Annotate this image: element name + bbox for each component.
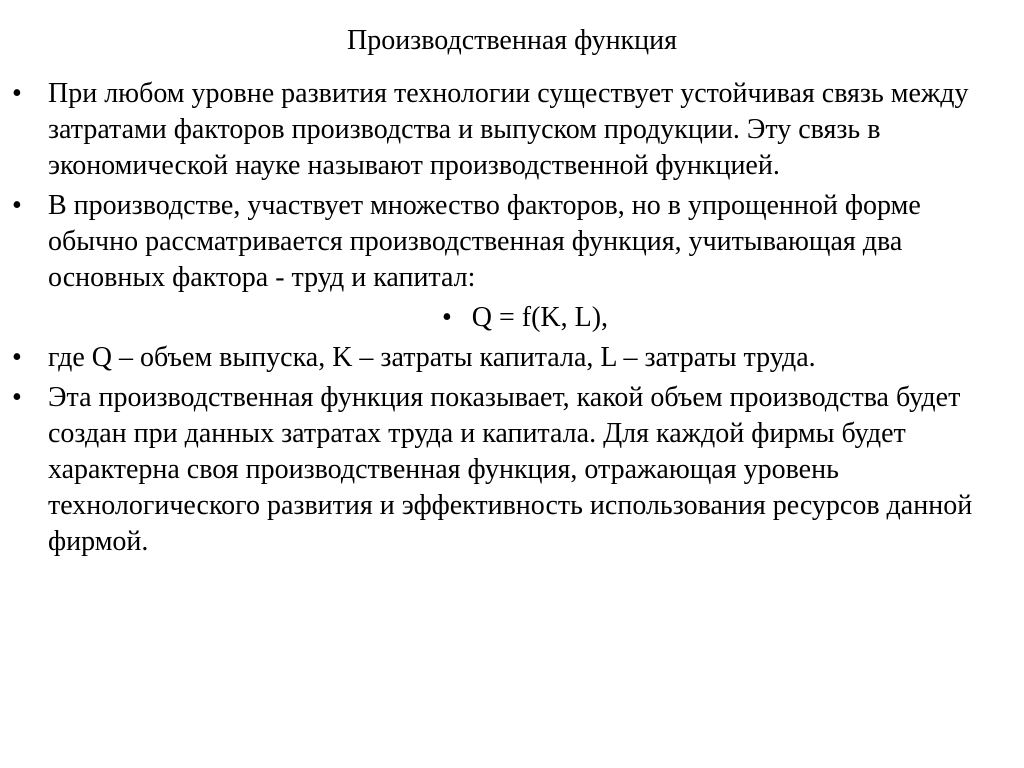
bullet-text: где Q – объем выпуска, K – затраты капитала, L – затраты труда. — [48, 342, 816, 373]
bullet-item — [12, 340, 1002, 376]
bullet-marker: • — [12, 78, 22, 109]
formula-item — [12, 300, 1002, 336]
slide-title: Производственная функция — [346, 25, 678, 56]
bullet-marker: • — [441, 302, 452, 333]
bullet-marker: • — [12, 382, 22, 413]
bullet-list — [12, 76, 1002, 564]
bullet-text: В производстве, участвует множество факторов, но в упрощенной форме обычно рассматривается производственная функция, учитывающая два основных фактора - труд и капитал: — [48, 190, 921, 293]
bullet-text: При любом уровне развития технологии существует устойчивая связь между затратами факторов производства и выпуском продукции. Эту связь в экономической науке называют производственной функцией. — [48, 78, 969, 181]
bullet-text: Эта производственная функция показывает, какой объем производства будет создан при данных затратах труда и капитала. Для каждой фирмы будет характерна своя производственная функция, отражающая уровень технологического развития и эффективность использования ресурсов данной фирмой. — [48, 382, 973, 557]
formula-text: Q = f(K, L), — [471, 302, 609, 333]
bullet-marker: • — [12, 342, 22, 373]
bullet-item — [12, 188, 1002, 296]
bullet-item — [12, 76, 1002, 184]
bullet-item — [12, 380, 1002, 560]
bullet-marker: • — [12, 190, 22, 221]
